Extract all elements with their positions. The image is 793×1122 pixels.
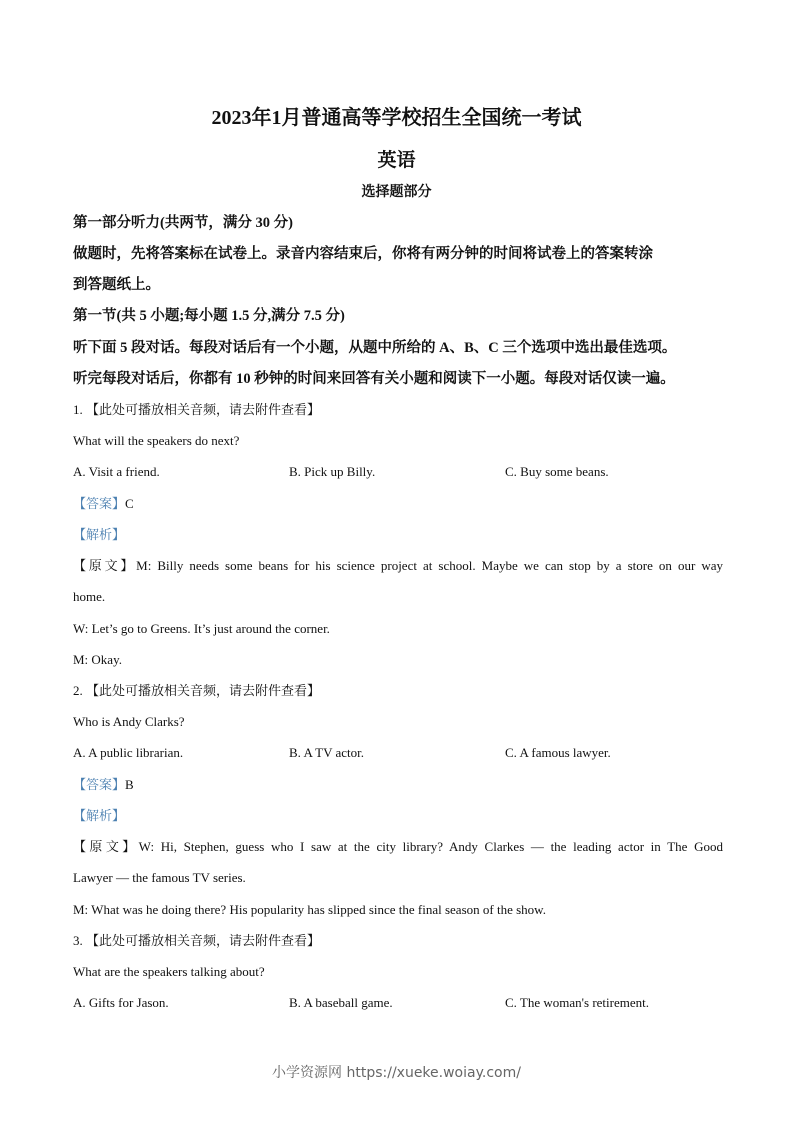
exam-title: 2023年1月普通高等学校招生全国统一考试 — [211, 107, 582, 129]
question-3-option-a: A. Gifts for Jason. — [73, 995, 169, 1010]
question-1-transcript-line2: home. — [73, 589, 106, 604]
question-3-option-c: C. The woman's retirement. — [505, 995, 649, 1010]
question-1-option-a: A. Visit a friend. — [73, 464, 160, 479]
answer-label: 【答案】 — [73, 777, 126, 792]
question-2-option-b: B. A TV actor. — [289, 745, 364, 760]
section-title: 选择题部分 — [361, 185, 432, 200]
answer-value: B — [125, 777, 134, 792]
question-1-option-c: C. Buy some beans. — [505, 464, 609, 479]
part1-instruction-line2: 到答题纸上。 — [73, 277, 160, 293]
question-1-transcript-line4: M: Okay. — [73, 652, 122, 667]
question-2-transcript-line2: Lawyer — the famous TV series. — [73, 870, 246, 885]
answer-label: 【答案】 — [73, 496, 126, 511]
footer-watermark: 小学资源网 https://xueke.woiay.com/ — [272, 1065, 521, 1081]
question-2-transcript-line3: M: What was he doing there? His popularity has slipped since the final season of the show. — [73, 902, 546, 917]
question-1-option-b: B. Pick up Billy. — [289, 464, 376, 479]
section1-instruction-line2: 听完每段对话后，你都有 10 秒钟的时间来回答有关小题和阅读下一小题。每段对话仅读一遍。 — [73, 371, 675, 387]
question-2-answer — [73, 776, 723, 794]
question-2-option-c: C. A famous lawyer. — [505, 745, 611, 760]
question-1-text: What will the speakers do next? — [73, 433, 240, 448]
question-2-transcript-line1: 【原文】W: Hi, Stephen, guess who I saw at the city library? Andy Clarkes — the leading actor in The Good — [73, 839, 723, 854]
transcript-label: 【原文】 — [73, 558, 137, 573]
question-1-number[interactable]: 1. 【此处可播放相关音频，请去附件查看】 — [73, 402, 321, 417]
part1-instruction-line1: 做题时，先将答案标在试卷上。录音内容结束后，你将有两分钟的时间将试卷上的答案转涂 — [73, 246, 653, 262]
question-1-analysis-label: 【解析】 — [73, 527, 126, 542]
question-3-text: What are the speakers talking about? — [73, 964, 265, 979]
section1-instruction-line1: 听下面 5 段对话。每段对话后有一个小题，从题中所给的 A、B、C 三个选项中选出最佳选项。 — [73, 340, 677, 356]
question-3-number[interactable]: 3. 【此处可播放相关音频，请去附件查看】 — [73, 933, 321, 948]
question-1-transcript-line1: 【原文】M: Billy needs some beans for his science project at school. Maybe we can stop by a store on our way — [73, 558, 723, 573]
transcript-label: 【原文】 — [73, 839, 139, 854]
section1-heading: 第一节(共 5 小题;每小题 1.5 分,满分 7.5 分) — [73, 308, 345, 324]
subject-title: 英语 — [377, 150, 416, 171]
answer-value: C — [125, 496, 134, 511]
question-2-text: Who is Andy Clarks? — [73, 714, 185, 729]
question-3-option-b: B. A baseball game. — [289, 995, 393, 1010]
question-2-option-a: A. A public librarian. — [73, 745, 184, 760]
part1-heading: 第一部分听力(共两节，满分 30 分) — [73, 215, 293, 231]
question-1-answer — [73, 495, 723, 513]
question-1-transcript-line3: W: Let’s go to Greens. It’s just around the corner. — [73, 621, 330, 636]
question-2-number[interactable]: 2. 【此处可播放相关音频，请去附件查看】 — [73, 683, 321, 698]
question-2-analysis-label: 【解析】 — [73, 808, 126, 823]
